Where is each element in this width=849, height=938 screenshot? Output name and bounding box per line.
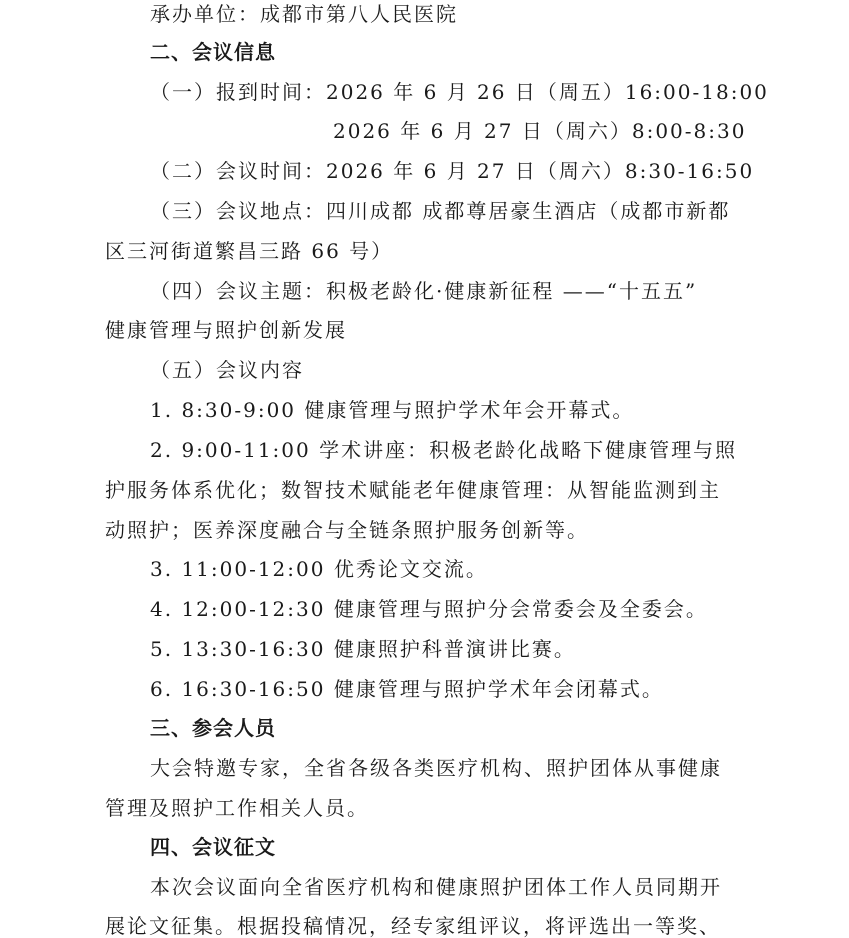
agenda-item-5: 5. 13:30-16:30 健康照护科普演讲比赛。 [150, 637, 576, 661]
agenda-item-2-line3: 动照护；医养深度融合与全链条照护服务创新等。 [105, 518, 589, 542]
attendees-line1: 大会特邀专家，全省各级各类医疗机构、照护团体从事健康 [150, 756, 722, 780]
venue-line2: 区三河街道繁昌三路 66 号） [105, 239, 394, 263]
call-for-papers-line2: 展论文征集。根据投稿情况，经专家组评议，将评选出一等奖、 [105, 914, 721, 938]
organizer-line: 承办单位：成都市第八人民医院 [150, 2, 458, 26]
registration-time-line2: 2026 年 6 月 27 日（周六）8:00-8:30 [333, 119, 747, 143]
call-for-papers-line1: 本次会议面向全省医疗机构和健康照护团体工作人员同期开 [150, 875, 722, 899]
agenda-item-2-line2: 护服务体系优化；数智技术赋能老年健康管理：从智能监测到主 [105, 478, 721, 502]
agenda-item-3: 3. 11:00-12:00 优秀论文交流。 [150, 557, 488, 581]
section3-heading: 三、参会人员 [150, 716, 276, 740]
agenda-item-2-line1: 2. 9:00-11:00 学术讲座：积极老龄化战略下健康管理与照 [150, 438, 738, 462]
content-heading: （五）会议内容 [150, 358, 304, 382]
agenda-item-4: 4. 12:00-12:30 健康管理与照护分会常委会及全委会。 [150, 597, 708, 621]
attendees-line2: 管理及照护工作相关人员。 [105, 796, 369, 820]
venue-line1: （三）会议地点：四川成都 成都尊居豪生酒店（成都市新都 [150, 199, 731, 223]
registration-time-line1: （一）报到时间：2026 年 6 月 26 日（周五）16:00-18:00 [150, 80, 769, 104]
theme-line1: （四）会议主题：积极老龄化·健康新征程 ——“十五五” [150, 279, 698, 303]
meeting-time-line: （二）会议时间：2026 年 6 月 27 日（周六）8:30-16:50 [150, 159, 755, 183]
agenda-item-6: 6. 16:30-16:50 健康管理与照护学术年会闭幕式。 [150, 677, 664, 701]
section4-heading: 四、会议征文 [150, 835, 276, 859]
theme-line2: 健康管理与照护创新发展 [105, 318, 347, 342]
section2-heading: 二、会议信息 [150, 40, 276, 64]
agenda-item-1: 1. 8:30-9:00 健康管理与照护学术年会开幕式。 [150, 398, 635, 422]
